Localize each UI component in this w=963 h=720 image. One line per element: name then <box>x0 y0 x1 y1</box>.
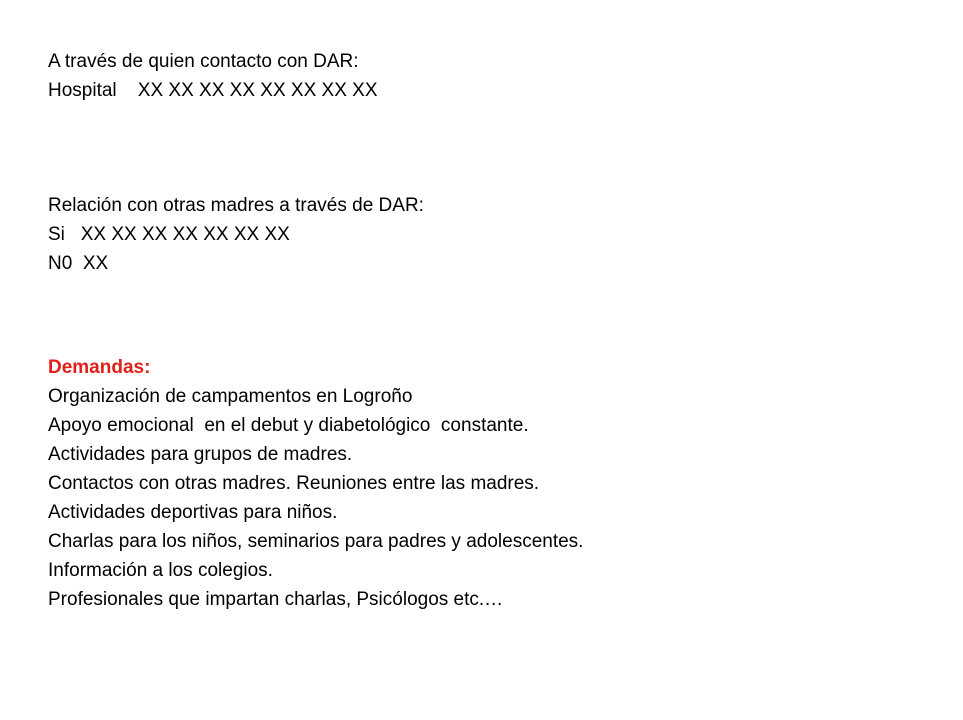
relation-yes-tally: XX XX XX XX XX XX XX <box>80 224 290 245</box>
relation-yes-label: Si <box>48 224 65 245</box>
demand-item: Actividades deportivas para niños. <box>48 502 338 523</box>
demand-item: Información a los colegios. <box>48 560 273 581</box>
relation-no-row <box>48 249 424 278</box>
contact-answer-row <box>48 76 378 105</box>
relation-question: Relación con otras madres a través de DAR: <box>48 195 424 216</box>
contact-question: A través de quien contacto con DAR: <box>48 51 359 72</box>
contact-answer-tally: XX XX XX XX XX XX XX XX <box>137 80 378 101</box>
demand-item: Profesionales que impartan charlas, Psicólogos etc.… <box>48 589 504 610</box>
relation-no-tally: XX <box>82 253 109 274</box>
demands-section <box>48 353 583 614</box>
relation-yes-row <box>48 220 424 249</box>
demand-item: Actividades para grupos de madres. <box>48 444 353 465</box>
demand-item: Contactos con otras madres. Reuniones entre las madres. <box>48 473 540 494</box>
contact-section <box>48 47 378 105</box>
demand-item: Apoyo emocional en el debut y diabetológico constante. <box>48 415 529 436</box>
relation-no-label: N0 <box>48 253 73 274</box>
demand-item: Charlas para los niños, seminarios para padres y adolescentes. <box>48 531 584 552</box>
contact-answer-label: Hospital <box>48 80 117 101</box>
demands-heading: Demandas: <box>48 357 151 378</box>
demand-item: Organización de campamentos en Logroño <box>48 386 413 407</box>
relation-section <box>48 191 424 278</box>
